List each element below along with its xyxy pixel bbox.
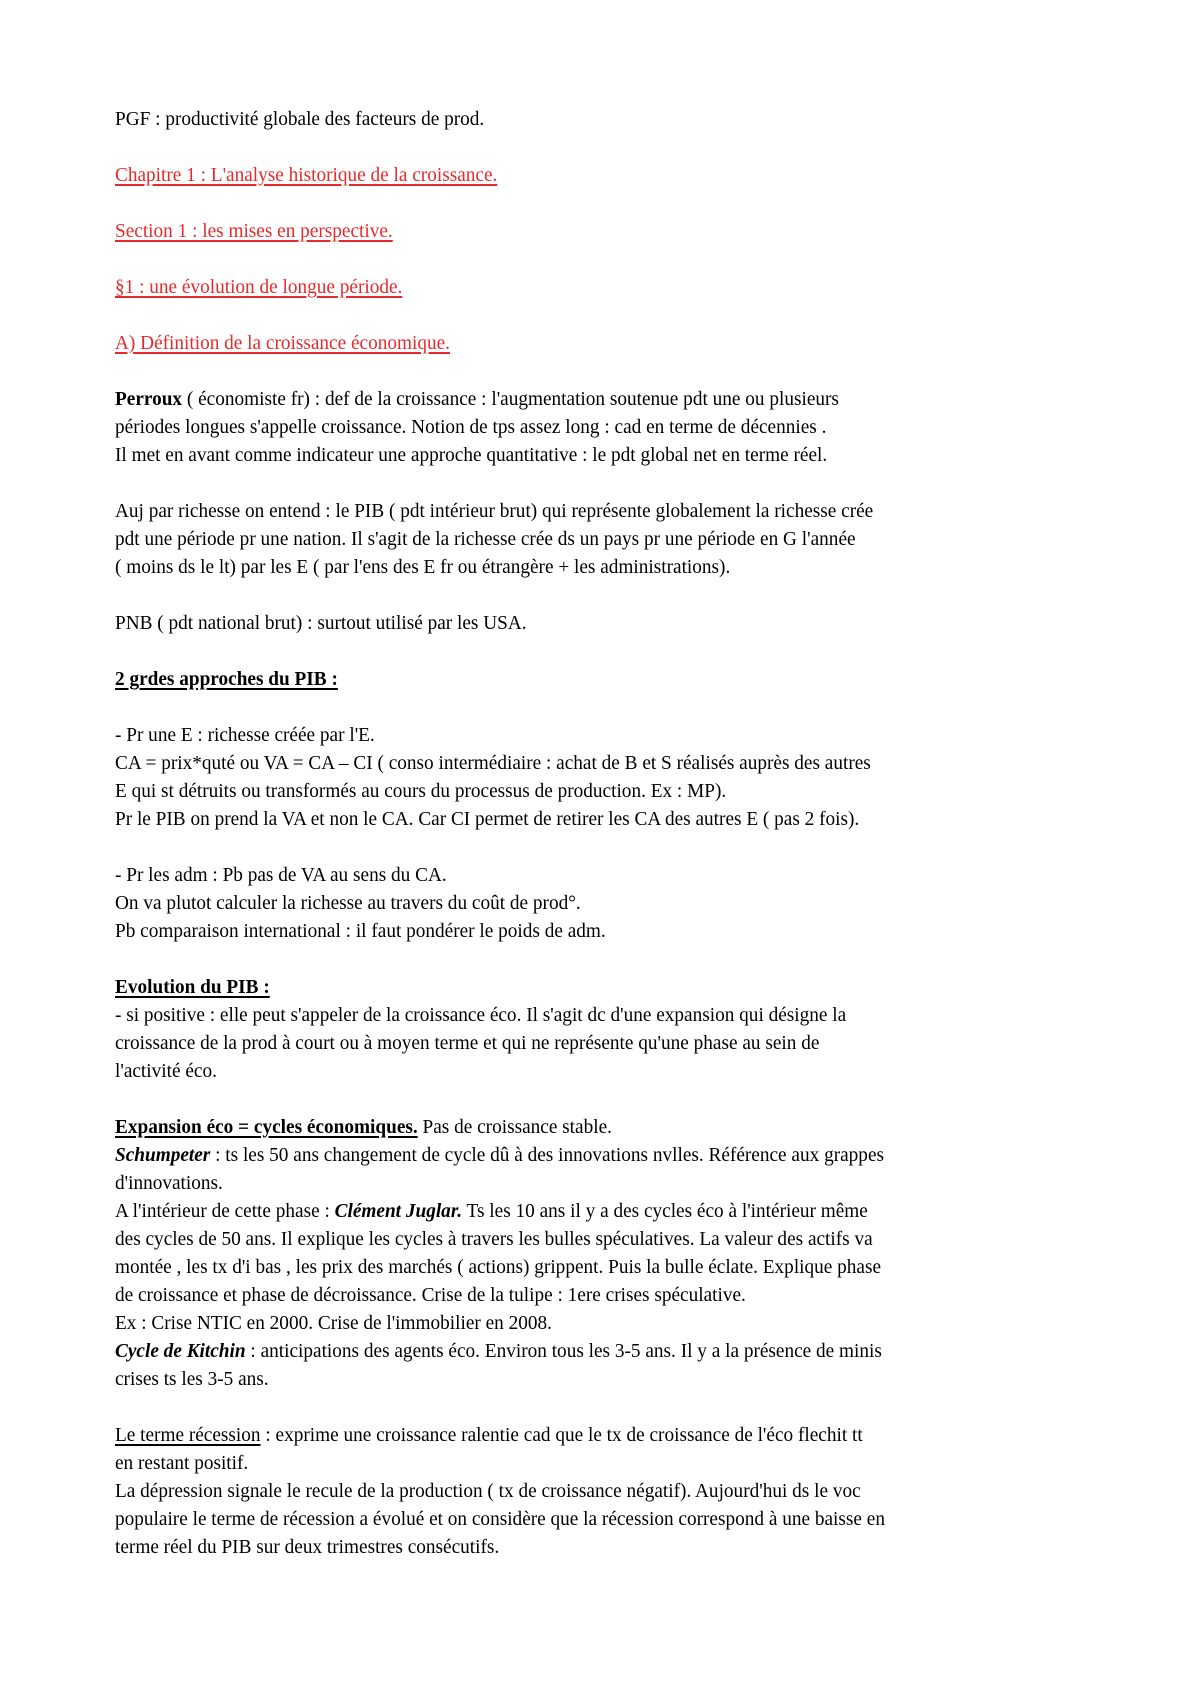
perroux-text: ( économiste fr) : def de la croissance : l'augmentation soutenue pdt une ou plusieurs (182, 388, 839, 410)
adm-line-3: Pb comparaison international : il faut pondérer le poids de adm. (115, 920, 606, 942)
schumpeter-text: : ts les 50 ans changement de cycle dû à des innovations nvlles. Référence aux grappes (210, 1144, 884, 1166)
perroux-line-2: périodes longues s'appelle croissance. Notion de tps assez long : cad en terme de décennies . (115, 416, 827, 438)
recession-line-5: terme réel du PIB sur deux trimestres consécutifs. (115, 1536, 500, 1558)
evolution-line-3: l'activité éco. (115, 1060, 217, 1082)
expansion-line (115, 1113, 1046, 1141)
section-heading: Section 1 : les mises en perspective. (115, 220, 393, 242)
recession-line-2: en restant positif. (115, 1452, 249, 1474)
recession-heading: Le terme récession (115, 1424, 261, 1446)
entreprise-line-3: E qui st détruits ou transformés au cours du processus de production. Ex : MP). (115, 780, 727, 802)
evolution-line-1: - si positive : elle peut s'appeler de la croissance éco. Il s'agit dc d'une expansion qui désigne la (115, 1004, 847, 1026)
juglar-line-4: de croissance et phase de décroissance. Crise de la tulipe : 1ere crises spéculative. (115, 1284, 746, 1306)
schumpeter-name: Schumpeter (115, 1144, 211, 1166)
juglar-line-3: montée , les tx d'i bas , les prix des marchés ( actions) grippent. Puis la bulle éclate. Explique phase (115, 1256, 882, 1278)
juglar-line-1 (115, 1197, 1046, 1225)
juglar-name: Clément Juglar. (334, 1200, 463, 1222)
juglar-line-2: des cycles de 50 ans. Il explique les cycles à travers les bulles spéculatives. La valeur des actifs va (115, 1228, 873, 1250)
document-page (115, 105, 1046, 1561)
chapter-heading: Chapitre 1 : L'analyse historique de la croissance. (115, 164, 498, 186)
schumpeter-line-1 (115, 1141, 1046, 1169)
kitchin-name: Cycle de Kitchin (115, 1340, 246, 1362)
schumpeter-line-2: d'innovations. (115, 1172, 223, 1194)
entreprise-line-1: - Pr une E : richesse créée par l'E. (115, 724, 375, 746)
pnb-line: PNB ( pdt national brut) : surtout utilisé par les USA. (115, 612, 527, 634)
pgf-definition: PGF : productivité globale des facteurs de prod. (115, 108, 485, 130)
evolution-line-2: croissance de la prod à court ou à moyen terme et qui ne représente qu'une phase au sein de (115, 1032, 820, 1054)
paragraph-heading: §1 : une évolution de longue période. (115, 276, 403, 298)
perroux-line-3: Il met en avant comme indicateur une approche quantitative : le pdt global net en terme réel. (115, 444, 828, 466)
expansion-heading: Expansion éco = cycles économiques. (115, 1116, 418, 1138)
pib-line-2: pdt une période pr une nation. Il s'agit de la richesse crée ds un pays pr une période en G l'année (115, 528, 856, 550)
kitchin-line-1 (115, 1337, 1046, 1365)
approches-heading: 2 grdes approches du PIB : (115, 668, 338, 690)
juglar-text: Ts les 10 ans il y a des cycles éco à l'intérieur même (462, 1200, 868, 1222)
recession-text: : exprime une croissance ralentie cad que le tx de croissance de l'éco flechit tt (260, 1424, 863, 1446)
kitchin-text: : anticipations des agents éco. Environ tous les 3-5 ans. Il y a la présence de minis (245, 1340, 882, 1362)
recession-line-4: populaire le terme de récession a évolué et on considère que la récession correspond à une baisse en (115, 1508, 885, 1530)
subheading-definition: A) Définition de la croissance économique. (115, 332, 450, 354)
juglar-prefix: A l'intérieur de cette phase : (115, 1200, 335, 1222)
pib-line-3: ( moins ds le lt) par les E ( par l'ens des E fr ou étrangère + les administrations). (115, 556, 731, 578)
kitchin-line-2: crises ts les 3-5 ans. (115, 1368, 269, 1390)
recession-line-1 (115, 1421, 1046, 1449)
adm-line-1: - Pr les adm : Pb pas de VA au sens du CA. (115, 864, 447, 886)
expansion-text: Pas de croissance stable. (417, 1116, 612, 1138)
entreprise-line-2: CA = prix*quté ou VA = CA – CI ( conso intermédiaire : achat de B et S réalisés auprès des autres (115, 752, 871, 774)
recession-line-3: La dépression signale le recule de la production ( tx de croissance négatif). Aujourd'hui ds le voc (115, 1480, 861, 1502)
perroux-name: Perroux (115, 388, 183, 410)
entreprise-line-4: Pr le PIB on prend la VA et non le CA. Car CI permet de retirer les CA des autres E ( pas 2 fois). (115, 808, 860, 830)
juglar-line-5: Ex : Crise NTIC en 2000. Crise de l'immobilier en 2008. (115, 1312, 552, 1334)
evolution-heading: Evolution du PIB : (115, 976, 270, 998)
perroux-line-1 (115, 385, 1046, 413)
pib-line-1: Auj par richesse on entend : le PIB ( pdt intérieur brut) qui représente globalement la richesse crée (115, 500, 874, 522)
adm-line-2: On va plutot calculer la richesse au travers du coût de prod°. (115, 892, 581, 914)
